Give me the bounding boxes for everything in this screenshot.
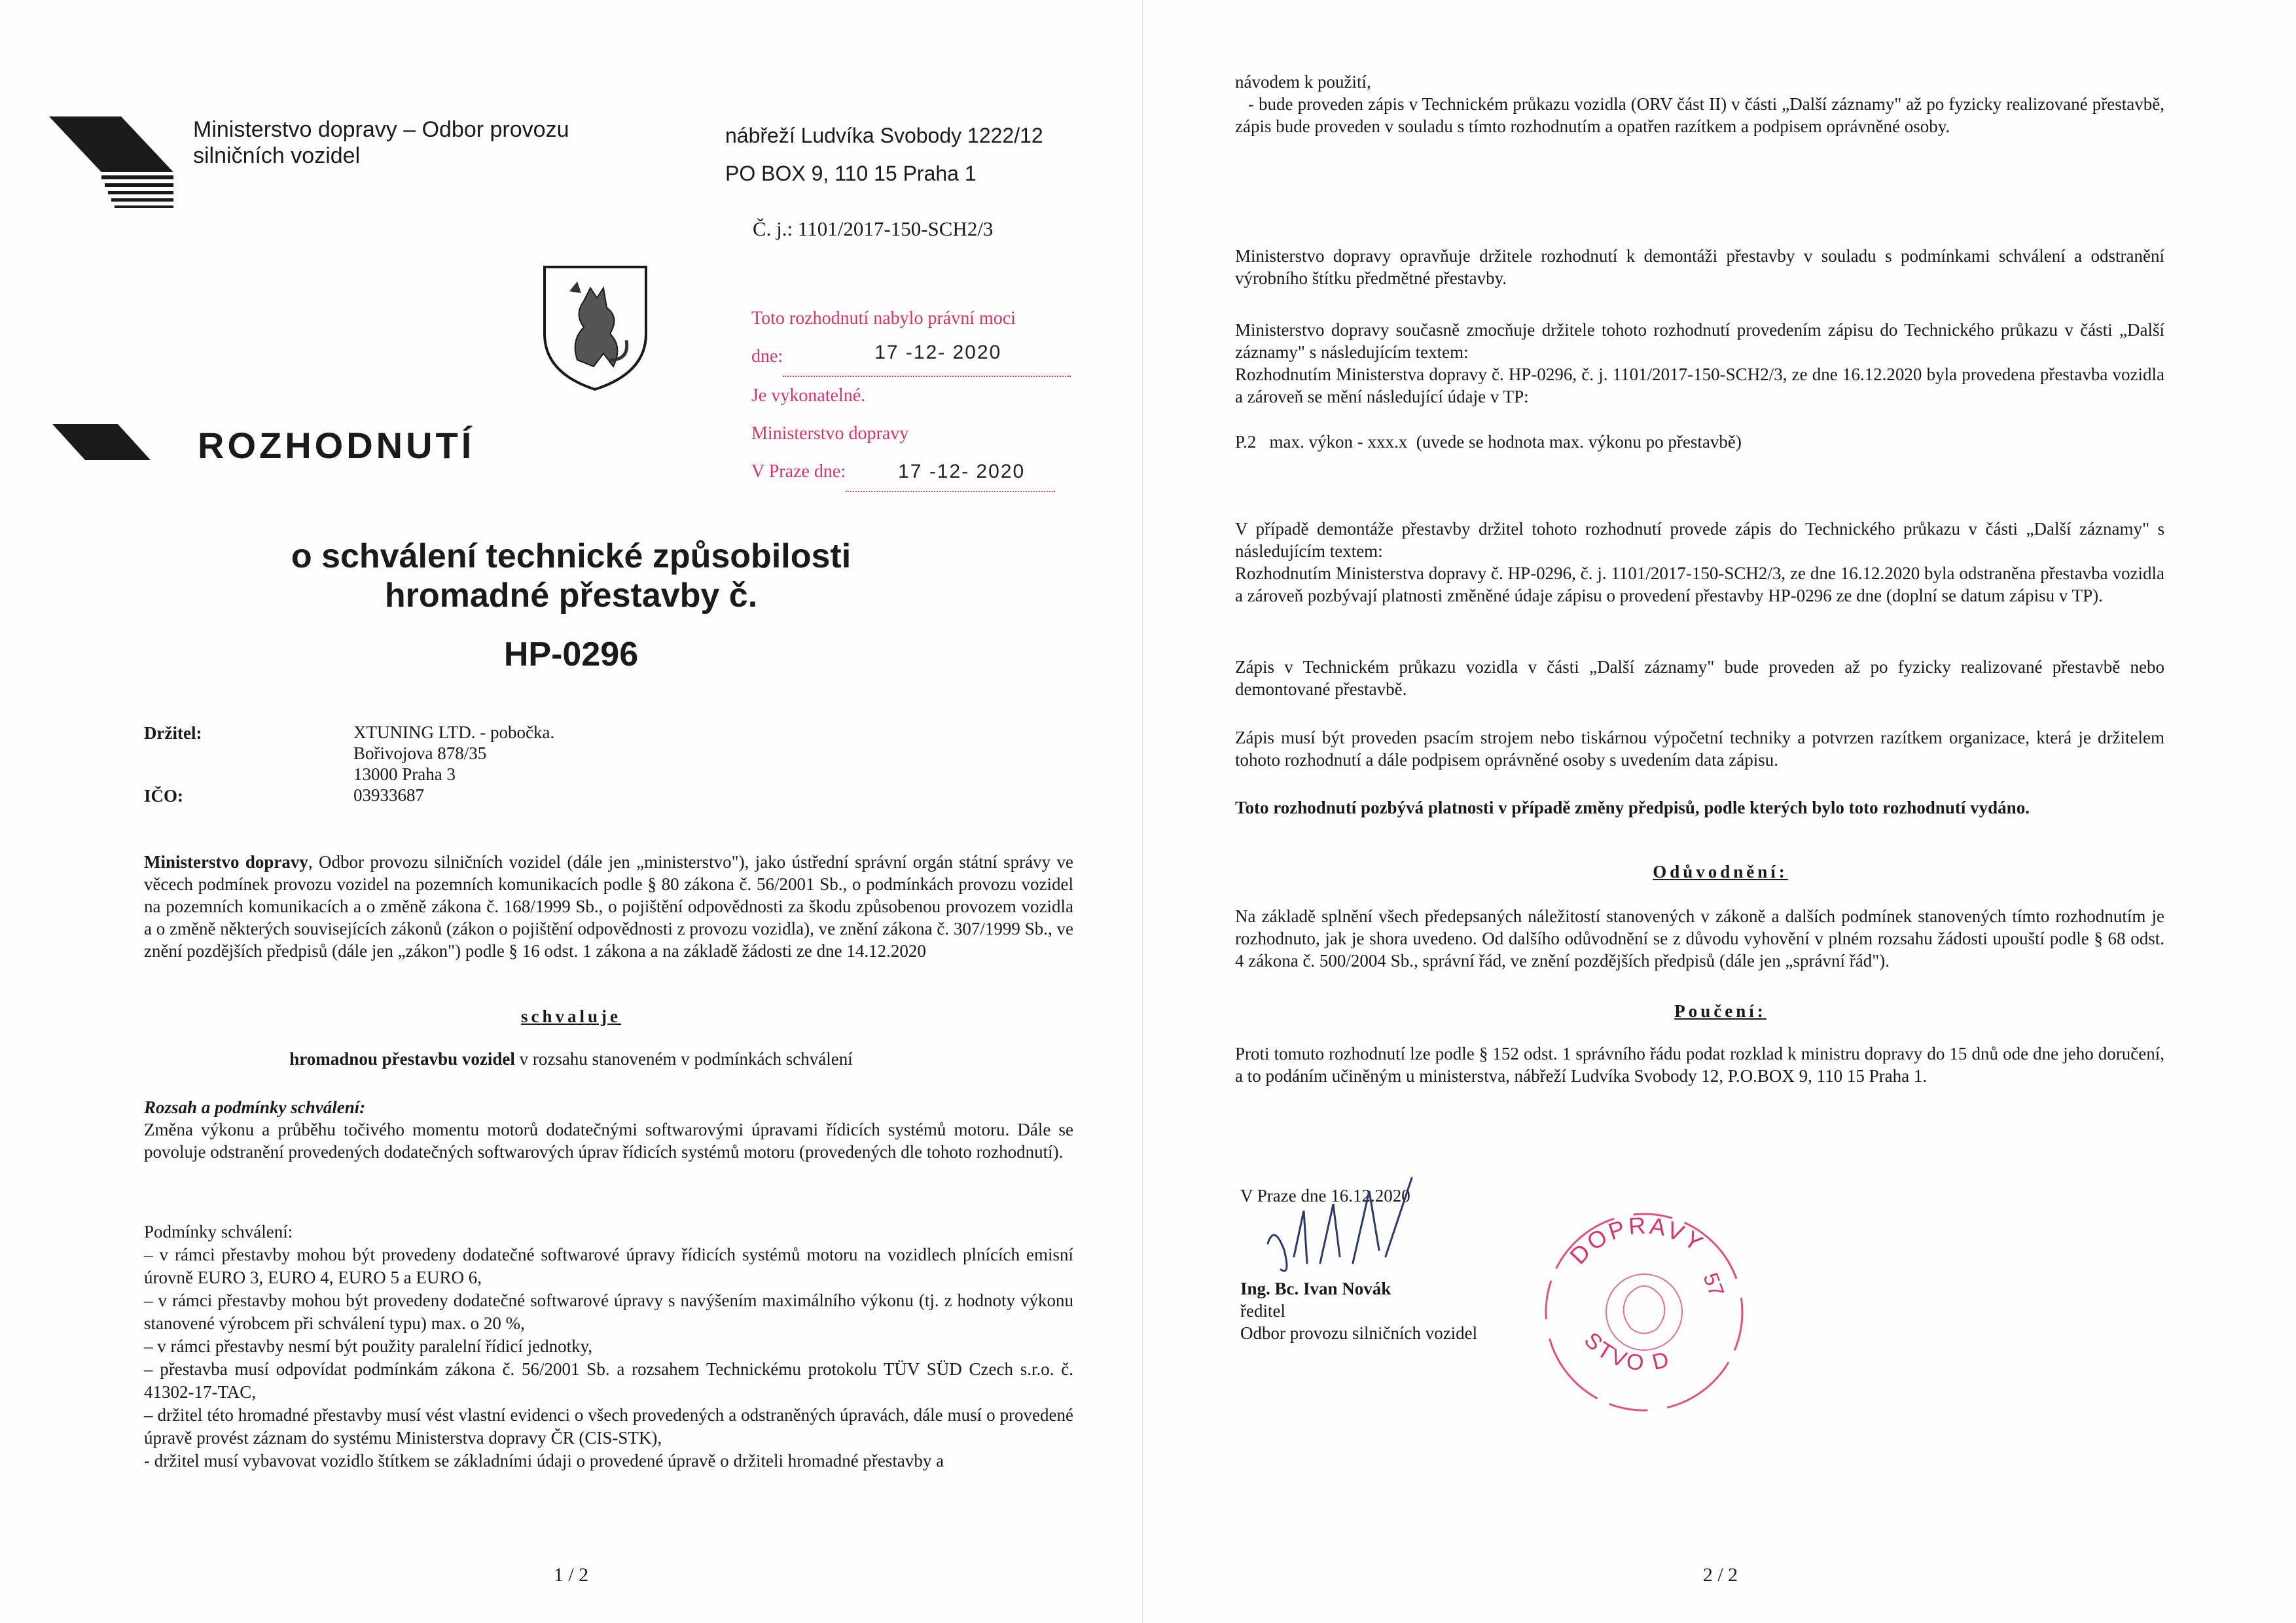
page-2 — [1142, 0, 2296, 1623]
ministry-address — [725, 116, 1043, 192]
signatory-department: Odbor provozu silničních vozidel — [1240, 1323, 1478, 1343]
continuation-item: - bude proveden zápis v Technickém průkazu vozidla (ORV část II) v části „Další záznamy" až po fyzicky realizované přestavbě, zápis bude proveden v souladu s tímto rozhodnutím a opatřen razítkem a podpisem oprávněné osoby. — [1235, 94, 2164, 136]
p2-line: P.2 max. výkon - xxx.x (uvede se hodnota max. výkonu po přestavbě) — [1235, 432, 1742, 452]
signature-details — [1240, 1277, 1477, 1344]
holder-name: XTUNING LTD. - pobočka. — [353, 722, 555, 742]
stamp-line-1: Toto rozhodnutí nabylo právní moci — [751, 308, 1016, 329]
condition-item: – přestavba musí odpovídat podmínkám zákona č. 56/2001 Sb. a rozsahem Technickému protokolu TÜV SÜD Czech s.r.o. č. 41302-17-TAC, — [144, 1359, 1073, 1402]
subject-block — [0, 537, 1142, 674]
approves-bold: hromadnou přestavbu vozidel — [289, 1049, 515, 1069]
conditions-heading: Podmínky schválení: — [144, 1222, 293, 1241]
conditions-section — [144, 1221, 1073, 1472]
signatory-role: ředitel — [1240, 1301, 1285, 1321]
holder-ico: 03933687 — [353, 785, 424, 805]
stamp-arc-bottom: STVO D — [1579, 1327, 1674, 1376]
stamp-date-1: 17 -12- 2020 — [874, 342, 1002, 363]
ico-label: IČO: — [144, 786, 183, 806]
intro-bold: Ministerstvo dopravy — [144, 852, 308, 872]
legal-force-stamp — [751, 300, 1118, 492]
page-1 — [0, 0, 1142, 1623]
typewriter-paragraph: Zápis musí být proveden psacím strojem nebo tiskárnou výpočetní techniky a potvrzen razítkem organizace, která je držitelem tohoto rozhodnutí a dále podpisem oprávněné osoby s uvedením data zápisu. — [1235, 728, 2164, 770]
signature-place-date: V Praze dne 16.12.2020 — [1240, 1186, 1410, 1205]
scope-section — [144, 1096, 1073, 1163]
address-line-1: nábřeží Ludvíka Svobody 1222/12 — [725, 124, 1043, 147]
authorize-intro: Ministerstvo dopravy současně zmocňuje držitele tohoto rozhodnutí provedením zápisu do Technického průkazu v části „Další záznamy" s následujícím textem: — [1235, 320, 2164, 362]
stamp-line-5 — [751, 453, 1118, 492]
document-type: ROZHODNUTÍ — [198, 425, 475, 466]
demount-paragraph: Ministerstvo dopravy opravňuje držitele rozhodnutí k demontáži přestavby v souladu s podmínkami schválení a odstranění výrobního štítku předmětné přestavby. — [1235, 246, 2164, 288]
continuation-line: návodem k použití, — [1235, 72, 1371, 92]
condition-item: – držitel této hromadné přestavby musí vést vlastní evidenci o všech provedených a odstraněných úpravách, dále musí o provedené úpravě provést záznam do systému Ministerstva dopravy ČR (CIS-STK), — [144, 1405, 1073, 1448]
entry-paragraph: Zápis v Technickém průkazu vozidla v části „Další záznamy" bude proveden až po fyzicky realizované přestavbě nebo demontované přestavbě. — [1235, 657, 2164, 699]
stamp-line-2 — [751, 338, 1118, 377]
holder-city: 13000 Praha 3 — [353, 764, 456, 784]
page-number-2: 2 / 2 — [1702, 1564, 1738, 1586]
reference-number: Č. j.: 1101/2017-150-SCH2/3 — [753, 217, 994, 240]
page-number-1: 1 / 2 — [553, 1564, 589, 1586]
scope-heading: Rozsah a podmínky schválení: — [144, 1097, 366, 1117]
signatory-name: Ing. Bc. Ivan Novák — [1240, 1279, 1391, 1298]
stamp-number: 57 — [1698, 1270, 1729, 1300]
instruction-heading: Poučení: — [1674, 1001, 1767, 1021]
holder-street: Bořivojova 878/35 — [353, 743, 487, 763]
reasoning-paragraph: Na základě splnění všech předepsaných náležitostí stanovených v zákoně a dalších podmínek stanovených tímto rozhodnutím je rozhodnuto, jak je shora uvedeno. Od dalšího odůvodnění se z důvodu vyhovění v plném rozsahu žádosti upouští podle § 68 odst. 4 zákona č. 500/2004 Sb., správní řád, ve znění pozdějších předpisů (dále jen „správní řád"). — [1235, 906, 2164, 971]
authorize-text: Rozhodnutím Ministerstva dopravy č. HP-0296, č. j. 1101/2017-150-SCH2/3, ze dne 16.12.2020 byla provedena přestavba vozidla a zároveň se mění následující údaje v TP: — [1235, 365, 2164, 406]
approves-line — [0, 1048, 1142, 1070]
stamp-line-4: Ministerstvo dopravy — [751, 423, 909, 444]
intro-text: , Odbor provozu silničních vozidel (dále jen „ministerstvo"), jako ústřední správní orgán státní správy ve věcech podmínek provozu vozidel na pozemních komunikacích podle § 80 zákona č. 56/2001 Sb., o podmínkách provozu vozidel na pozemních komunikacích a o změně zákona č. 168/1999 Sb., o pojištění odpovědnosti za škodu způsobenou provozem vozidla a o změně některých souvisejících zákonů (zákon o pojištění odpovědnosti z provozu vozidla), ve znění zákona č. 307/1999 Sb., ve znění pozdějších předpisů (dále jen „zákon") podle § 16 odst. 1 zákona a na základě žádosti ze dne 14.12.2020 — [144, 852, 1074, 961]
reasoning-heading: Odůvodnění: — [1653, 862, 1788, 882]
decision-logo-icon — [52, 424, 151, 463]
official-round-stamp-icon — [1536, 1198, 1752, 1414]
case-demount-text: Rozhodnutím Ministerstva dopravy č. HP-0296, č. j. 1101/2017-150-SCH2/3, ze dne 16.12.2020 byla odstraněna přestavba vozidla a zároveň pozbývají platnosti změněné údaje zápisu o provedení přestavby HP-0296 ze dne (doplní se datum zápisu v TP). — [1235, 563, 2164, 605]
ministry-logo-icon — [49, 110, 173, 215]
subject-number: HP-0296 — [503, 635, 639, 673]
stamp-arc-top: DOPRAVY — [1564, 1211, 1710, 1270]
subject-line-1: o schválení technické způsobilosti — [291, 537, 852, 575]
stamp-date-label: dne: — [751, 346, 783, 366]
stamp-date-2: 17 -12- 2020 — [898, 461, 1026, 482]
stamp-line-3: Je vykonatelné. — [751, 385, 866, 406]
address-line-2: PO BOX 9, 110 15 Praha 1 — [725, 162, 977, 185]
scope-text: Změna výkonu a průběhu točivého momentu motorů dodatečnými softwarovými úpravami řídicích systémů motoru. Dále se povoluje odstranění provedených dodatečných softwarových úprav řídicích systémů motoru (provedených dle tohoto rozhodnutí). — [144, 1120, 1073, 1162]
case-demount-intro: V případě demontáže přestavby držitel tohoto rozhodnutí provede zápis do Technického průkazu v části „Další záznamy" s následujícím textem: — [1235, 519, 2164, 561]
instruction-paragraph: Proti tomuto rozhodnutí lze podle § 152 odst. 1 správního řádu podat rozklad k ministru dopravy do 15 dnů ode dne jeho doručení, a to podáním učiněným u ministerstva, nábřeží Ludvíka Svobody 12, P.O.BOX 9, 110 15 Praha 1. — [1235, 1044, 2164, 1086]
holder-label: Držitel: — [144, 723, 202, 743]
coat-of-arms-icon — [538, 262, 653, 393]
approves-heading: schvaluje — [521, 1007, 621, 1026]
condition-item: – v rámci přestavby mohou být provedeny dodatečné softwarové úpravy s navýšením maximálního výkonu (tj. z hodnoty výkonu stanovené výrobcem při schválení typu) max. o 20 %, — [144, 1291, 1073, 1333]
case-demount-paragraph — [1235, 518, 2164, 607]
ministry-name — [193, 116, 569, 169]
approves-text: v rozsahu stanoveném v podmínkách schválení — [514, 1049, 853, 1069]
validity-paragraph: Toto rozhodnutí pozbývá platnosti v případě změny předpisů, podle kterých bylo toto rozhodnutí vydáno. — [1235, 798, 2030, 817]
handwritten-signature-icon — [1255, 1165, 1438, 1296]
ministry-line-2: silničních vozidel — [193, 143, 361, 168]
condition-item: - držitel musí vybavovat vozidlo štítkem se základními údaji o provedené úpravě o držiteli hromadné přestavby a — [144, 1451, 944, 1471]
authorize-paragraph — [1235, 319, 2164, 408]
condition-item: – v rámci přestavby nesmí být použity paralelní řídicí jednotky, — [144, 1336, 593, 1356]
subject-line-2: hromadné přestavby č. — [384, 577, 758, 615]
holder-details — [353, 722, 554, 806]
condition-item: – v rámci přestavby mohou být provedeny dodatečné softwarové úpravy řídicích systémů motoru na vozidlech plnících emisní úrovně EURO 3, EURO 4, EURO 5 a EURO 6, — [144, 1245, 1073, 1287]
ministry-line-1: Ministerstvo dopravy – Odbor provozu — [193, 117, 569, 142]
stamp-place-label: V Praze dne: — [751, 461, 846, 482]
intro-paragraph — [144, 851, 1073, 962]
